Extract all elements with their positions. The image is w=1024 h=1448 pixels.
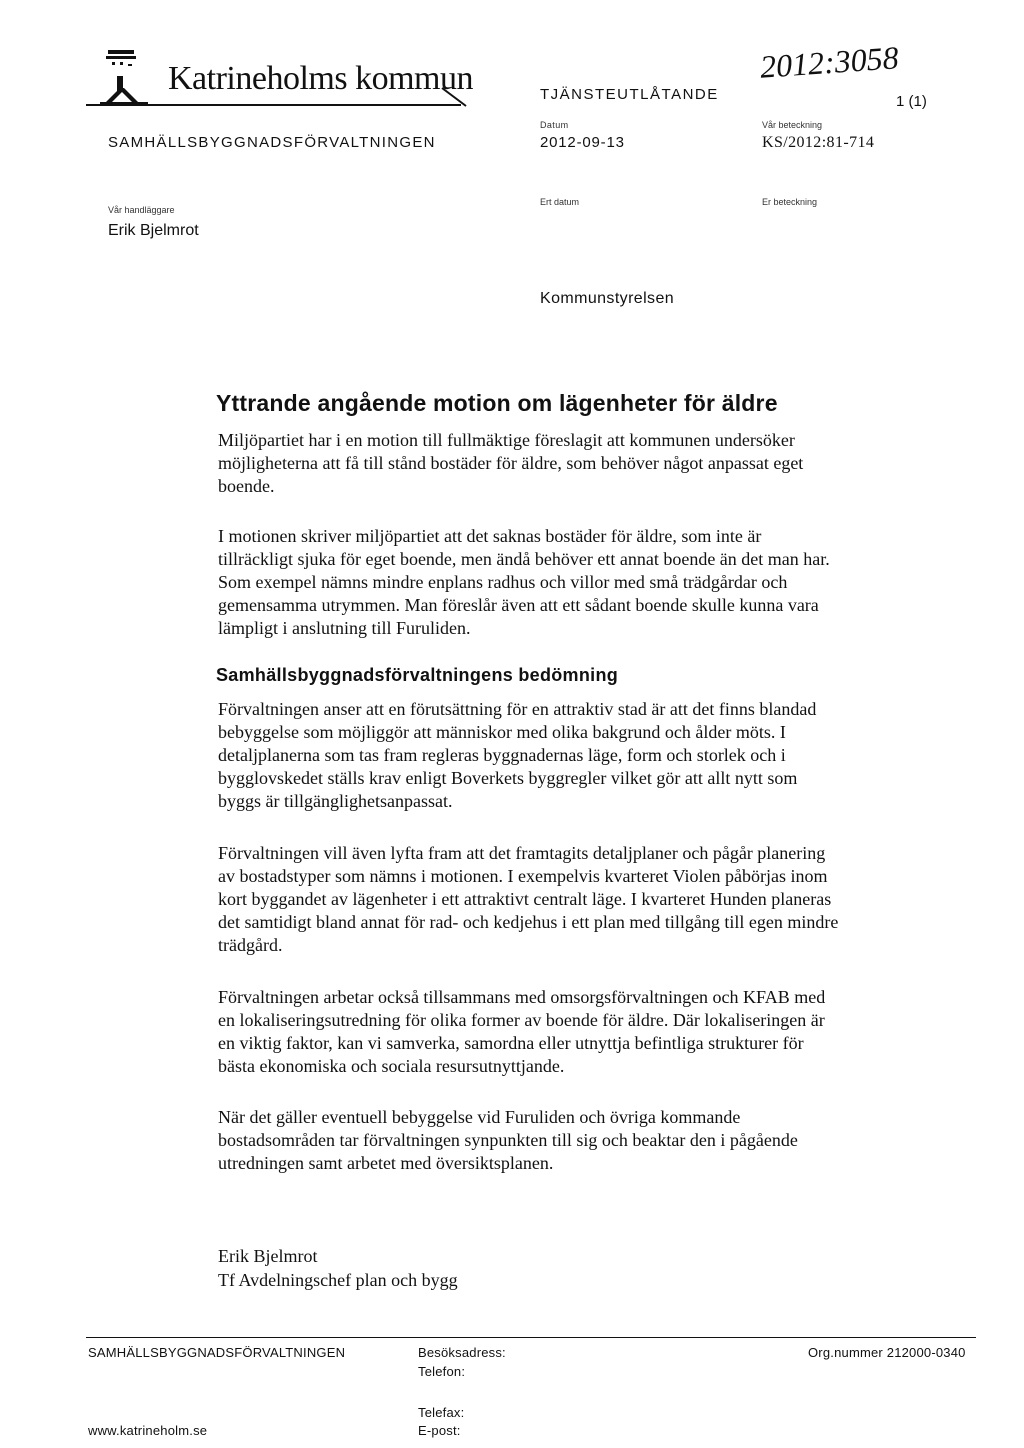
reference-number: KS/2012:81-714 xyxy=(762,134,875,151)
footer-department: SAMHÄLLSBYGGNADSFÖRVALTNINGEN xyxy=(88,1345,346,1360)
signature-name: Erik Bjelmrot xyxy=(218,1246,318,1266)
text-line: av bostadstyper som nämns i motionen. I exempelvis kvarteret Violen påbörjas inom xyxy=(218,866,828,886)
document-date: 2012-09-13 xyxy=(540,134,625,151)
date-label: Datum xyxy=(540,120,569,130)
document-title: Yttrande angående motion om lägenheter för äldre xyxy=(216,390,778,416)
paragraph-motion xyxy=(218,525,908,640)
paragraph-plans xyxy=(218,842,908,957)
paragraph-localization xyxy=(218,986,908,1078)
section-heading: Samhällsbyggnadsförvaltningens bedömning xyxy=(216,665,619,685)
text-line: bygglovskedet ställs krav enligt Boverkets byggregler vilket gör att allt nytt som xyxy=(218,768,798,788)
org-name: Katrineholms kommun xyxy=(168,60,473,97)
handwritten-reference-number: 2012:3058 xyxy=(758,39,900,85)
text-line: en lokaliseringsutredning för olika former av boende för äldre. Där lokaliseringen är xyxy=(218,1010,825,1030)
text-line: trädgård. xyxy=(218,935,283,955)
paragraph-furuliden xyxy=(218,1106,908,1175)
your-date-label: Ert datum xyxy=(540,197,580,207)
text-line: byggs är tillgänglighetsanpassat. xyxy=(218,791,453,811)
footer-website-link[interactable]: www.katrineholm.se xyxy=(88,1423,208,1438)
footer-rule xyxy=(86,1337,976,1338)
footer-email-label: E-post: xyxy=(418,1423,461,1438)
recipient: Kommunstyrelsen xyxy=(540,290,675,307)
signature-title: Tf Avdelningschef plan och bygg xyxy=(218,1270,458,1290)
text-line: Miljöpartiet har i en motion till fullmäktige föreslagit att kommunen undersöker xyxy=(218,430,795,450)
paragraph-intro xyxy=(218,429,908,498)
text-line: Förvaltningen anser att en förutsättning för en attraktiv stad är att det finns blandad xyxy=(218,699,817,719)
text-line: När det gäller eventuell bebyggelse vid Furuliden och övriga kommande xyxy=(218,1107,741,1127)
municipal-crest-logo xyxy=(100,50,148,108)
text-line: detaljplanerna som tas fram regleras byggnadernas läge, form och storlek och i xyxy=(218,745,786,765)
administration-name: SAMHÄLLSBYGGNADSFÖRVALTNINGEN xyxy=(108,134,436,151)
text-line: Förvaltningen arbetar också tillsammans med omsorgsförvaltningen och KFAB med xyxy=(218,987,826,1007)
paragraph-assessment xyxy=(218,698,908,813)
text-line: Som exempel nämns mindre enplans radhus och villor med små trädgårdar och xyxy=(218,572,788,592)
handler-label: Vår handläggare xyxy=(108,205,175,215)
footer-phone-label: Telefon: xyxy=(418,1364,466,1379)
reference-label: Vår beteckning xyxy=(762,120,823,130)
text-line: I motionen skriver miljöpartiet att det saknas bostäder för äldre, som inte är xyxy=(218,526,762,546)
footer-address-label: Besöksadress: xyxy=(418,1345,506,1360)
text-line: utredningen samt arbetet med översiktsplanen. xyxy=(218,1153,554,1173)
text-line: boende. xyxy=(218,476,275,496)
text-line: möjligheterna att få till stånd bostäder för äldre, som behöver något anpassat eget xyxy=(218,453,804,473)
text-line: lämpligt i anslutning till Furuliden. xyxy=(218,618,471,638)
text-line: bästa ekonomiska och sociala resursutnyttjande. xyxy=(218,1056,565,1076)
header-rule xyxy=(86,104,461,106)
header-slash-mark xyxy=(440,86,480,110)
document-type: TJÄNSTEUTLÅTANDE xyxy=(540,86,719,103)
your-reference-label: Er beteckning xyxy=(762,197,818,207)
footer-fax-label: Telefax: xyxy=(418,1405,465,1420)
text-line: tillräckligt sjuka för eget boende, men ändå behöver ett annat boende än det man har. xyxy=(218,549,830,569)
text-line: en viktig faktor, kan vi samverka, samordna eller utnyttja befintliga strukturer för xyxy=(218,1033,804,1053)
text-line: kort byggandet av lägenheter i ett attraktivt centralt läge. I kvarteret Hunden planeras xyxy=(218,889,832,909)
text-line: det samtidigt bland annat för rad- och kedjehus i ett plan med tillgång till egen mindre xyxy=(218,912,839,932)
handler-name: Erik Bjelmrot xyxy=(108,222,199,239)
text-line: gemensamma utrymmen. Man föreslår även att ett sådant boende skulle kunna vara xyxy=(218,595,819,615)
footer-org-number: Org.nummer 212000-0340 xyxy=(808,1345,966,1360)
text-line: Förvaltningen vill även lyfta fram att det framtagits detaljplaner och pågår planering xyxy=(218,843,826,863)
page-count: 1 (1) xyxy=(896,93,927,110)
text-line: bostadsområden tar förvaltningen synpunkten till sig och beaktar den i pågående xyxy=(218,1130,798,1150)
text-line: bebyggelse som möjliggör att människor med olika bakgrund och ålder möts. I xyxy=(218,722,786,742)
